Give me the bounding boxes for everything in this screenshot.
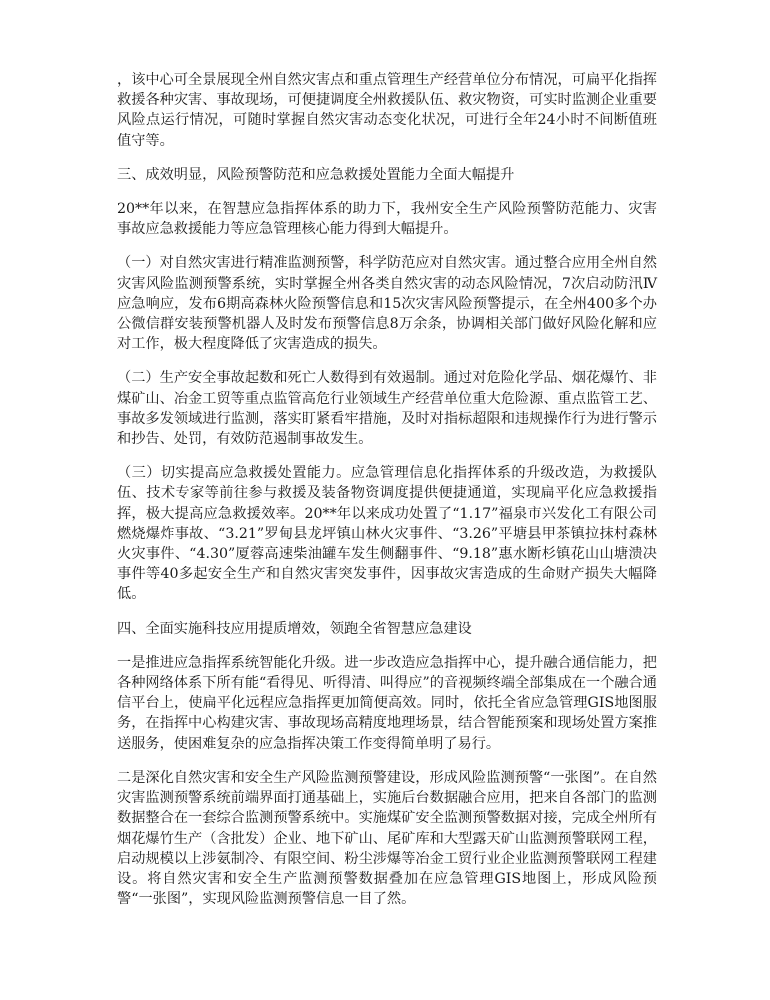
section-heading-3: 三、成效明显，风险预警防范和应急救援处置能力全面大幅提升 — [117, 166, 515, 183]
paragraph-rescue-capability: （三）切实提高应急救援处置能力。应急管理信息化指挥体系的升级改造，为救援队伍、技术专家等前往参与救援及装备物资调度提供便捷通道，实现扁平化应急救援指挥，极大提高应急救援效率。20**年以来成功处置了“1.17”福泉市兴发化工有限公司燃烧爆炸事故、“3.21”罗甸县龙坪镇山林火灾事件、“3.26”平塘县甲茶镇拉抹村森林火灾事件、“4.30”厦蓉高速柴油罐车发生侧翻事件、“9.18”惠水断杉镇花山山塘溃决事件等40多起安全生产和自然灾害突发事件，因事故灾害造成的生命财产损失大幅降低。 — [117, 465, 657, 603]
paragraph-accident-control: （二）生产安全事故起数和死亡人数得到有效遏制。通过对危险化学品、烟花爆竹、非煤矿山、冶金工贸等重点监管高危行业领域生产经营单位重大危险源、重点监管工艺、事故多发领域进行监测，落实盯紧看牢措施，及时对指标超限和违规操作行为进行警示和抄告、处罚，有效防范遏制事故发生。 — [117, 370, 657, 448]
section-heading-4: 四、全面实施科技应用提质增效，领跑全省智慧应急建设 — [117, 620, 472, 637]
paragraph-intro-results: 20**年以来，在智慧应急指挥体系的助力下，我州安全生产风险预警防范能力、灾害事故应急救援能力等应急管理核心能力得到大幅提升。 — [117, 201, 657, 238]
document-body — [117, 70, 657, 923]
paragraph-intelligent-upgrade: 一是推进应急指挥系统智能化升级。进一步改造应急指挥中心，提升融合通信能力，把各种网络体系下所有能“看得见、听得清、叫得应”的音视频终端全部集成在一个融合通信平台上，使扁平化远程应急指挥更加简便高效。同时，依托全省应急管理GIS地图服务，在指挥中心构建灾害、事故现场高精度地理场景，结合智能预案和现场处置方案推送服务，使困难复杂的应急指挥决策工作变得简单明了易行。 — [117, 654, 657, 752]
paragraph-command-center: ，该中心可全景展现全州自然灾害点和重点管理生产经营单位分布情况，可扁平化指挥救援各种灾害、事故现场，可便捷调度全州救援队伍、救灾物资，可实时监测企业重要风险点运行情况，可随时掌握自然灾害动态变化状况，可进行全年24小时不间断值班值守等。 — [117, 72, 657, 149]
paragraph-natural-disaster-warning: （一）对自然灾害进行精准监测预警，科学防范应对自然灾害。通过整合应用全州自然灾害风险监测预警系统，实时掌握全州各类自然灾害的动态风险情况，7次启动防汛Ⅳ应急响应，发布6期高森林火险预警信息和15次灾害风险预警提示，在全州400多个办公微信群安装预警机器人及时发布预警信息8万余条，协调相关部门做好风险化解和应对工作，极大程度降低了灾害造成的损失。 — [117, 255, 657, 353]
paragraph-risk-monitoring-map: 二是深化自然灾害和安全生产风险监测预警建设，形成风险监测预警“一张图”。在自然灾害监测预警系统前端界面打通基础上，实施后台数据融合应用，把来自各部门的监测数据整合在一套综合监测预警系统中。实施煤矿安全监测预警数据对接，完成全州所有烟花爆竹生产（含批发）企业、地下矿山、尾矿库和大型露天矿山监测预警联网工程，启动规模以上涉氨制冷、有限空间、粉尘涉爆等冶金工贸行业企业监测预警联网工程建设。将自然灾害和安全生产监测预警数据叠加在应急管理GIS地图上，形成风险预警“一张图”，实现风险监测预警信息一目了然。 — [117, 769, 657, 908]
